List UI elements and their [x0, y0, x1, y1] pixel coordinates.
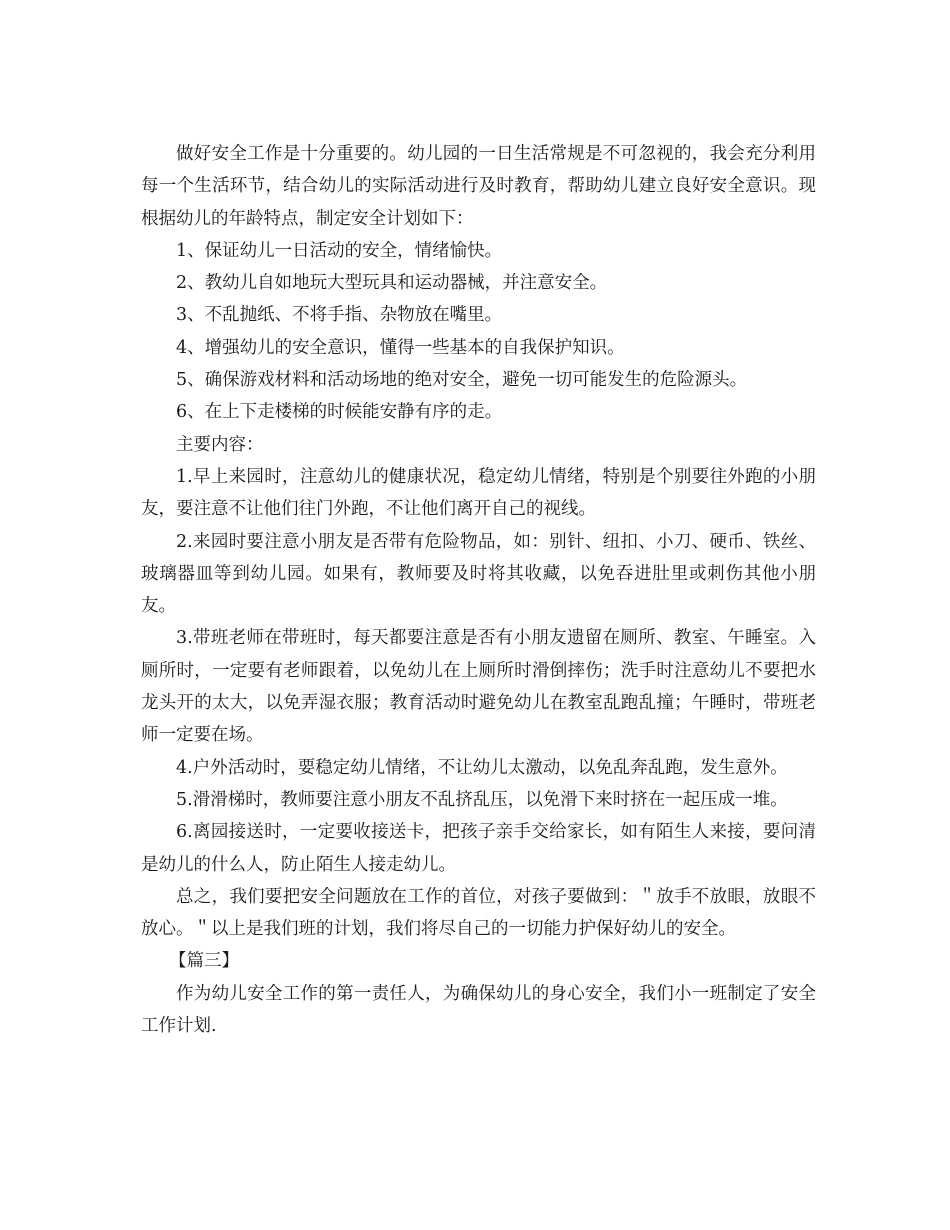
goal-item-1: 1、保证幼儿一日活动的安全，情绪愉快。 — [176, 240, 503, 261]
intro-paragraph: 做好安全工作是十分重要的。幼儿园的一日生活常规是不可忽视的，我会充分利用每一个生活环节，结合幼儿的实际活动进行及时教育，帮助幼儿建立良好安全意识。现根据幼儿的年龄特点，制定安全计划如下： — [141, 144, 816, 229]
content-item-2: 2.来园时要注意小朋友是否带有危险物品，如：别针、纽扣、小刀、硬币、铁丝、玻璃器皿等到幼儿园。如果有，教师要及时将其收藏，以免吞进肚里或刺伤其他小朋友。 — [141, 531, 816, 617]
document-body — [141, 138, 816, 1042]
goal-item-4: 4、增强幼儿的安全意识，懂得一些基本的自我保护知识。 — [176, 337, 625, 358]
goal-item-6: 6、在上下走楼梯的时候能安静有序的走。 — [176, 402, 503, 423]
main-content-heading: 主要内容： — [176, 434, 264, 455]
summary-paragraph: 总之，我们要把安全问题放在工作的首位，对孩子要做到：＂放手不放眼，放眼不放心。＂以上是我们班的计划，我们将尽自己的一切能力护保好幼儿的安全。 — [141, 886, 816, 940]
goal-item-5: 5、确保游戏材料和活动场地的绝对安全，避免一切可能发生的危险源头。 — [176, 370, 748, 391]
content-item-3: 3.带班老师在带班时，每天都要注意是否有小朋友遗留在厕所、教室、午睡室。入厕所时，一定要有老师跟着，以免幼儿在上厕所时滑倒摔伤；洗手时注意幼儿不要把水龙头开的太大，以免弄湿衣服；教育活动时避免幼儿在教室乱跑乱撞；午睡时，带班老师一定要在场。 — [141, 628, 816, 746]
goal-item-2: 2、教幼儿自如地玩大型玩具和运动器械，并注意安全。 — [176, 273, 608, 294]
content-item-6: 6.离园接送时，一定要收接送卡，把孩子亲手交给家长，如有陌生人来接，要问清是幼儿的什么人，防止陌生人接走幼儿。 — [141, 822, 816, 875]
closing-paragraph: 作为幼儿安全工作的第一责任人，为确保幼儿的身心安全，我们小一班制定了安全工作计划. — [141, 983, 816, 1037]
content-item-4: 4.户外活动时，要稳定幼儿情绪，不让幼儿太激动，以免乱奔乱跑，发生意外。 — [176, 757, 788, 778]
content-item-1: 1.早上来园时，注意幼儿的健康状况，稳定幼儿情绪，特别是个别要往外跑的小朋友，要注意不让他们往门外跑，不让他们离开自己的视线。 — [141, 466, 816, 520]
section-heading: 【篇三】 — [169, 951, 239, 972]
goal-item-3: 3、不乱抛纸、不将手指、杂物放在嘴里。 — [176, 305, 503, 326]
content-item-5: 5.滑滑梯时，教师要注意小朋友不乱挤乱压，以免滑下来时挤在一起压成一堆。 — [176, 789, 788, 810]
